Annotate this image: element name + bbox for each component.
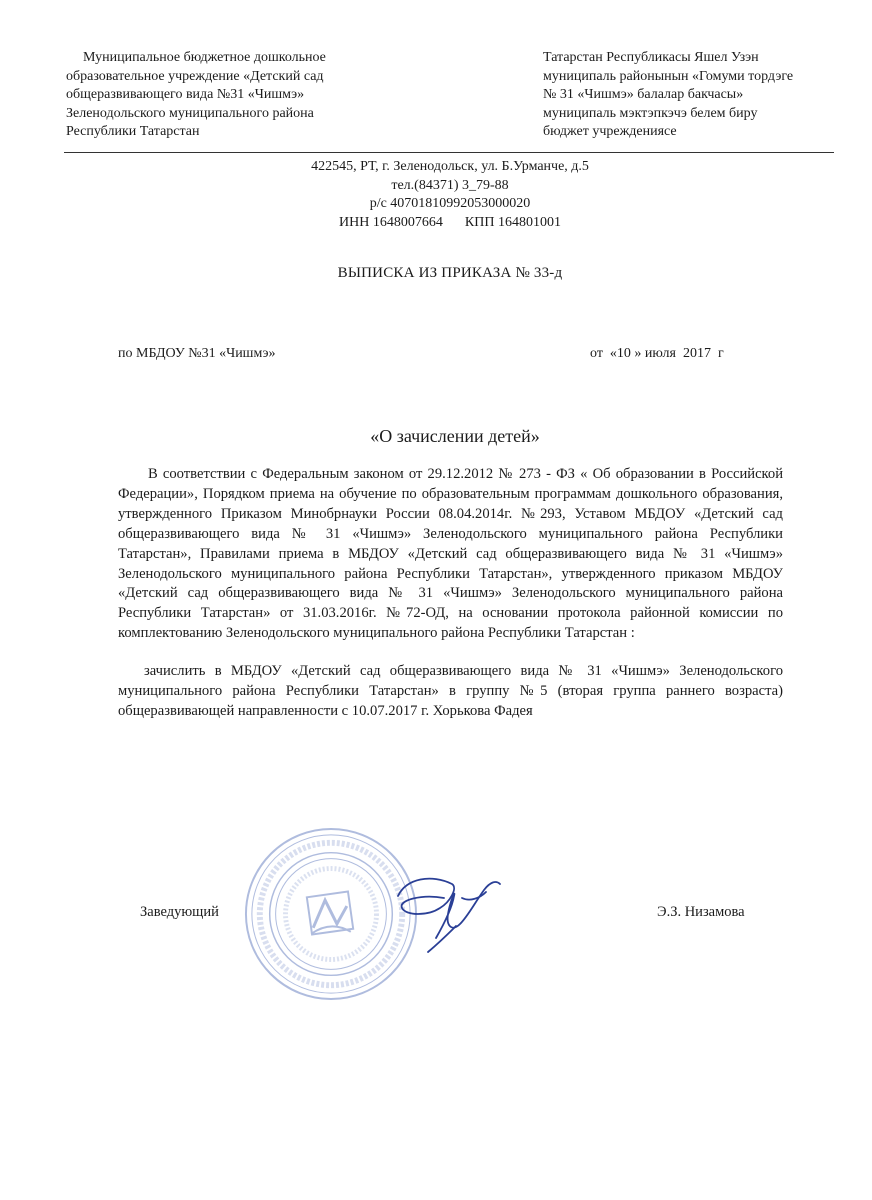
organization-line: по МБДОУ №31 «Чишмэ» [118, 346, 276, 361]
order-subject: «О зачислении детей» [370, 426, 540, 446]
decision-paragraph: зачислить в МБДОУ «Детский сад общеразвивающего вида № 31 «Чишмэ» Зеленодольского муниципального района Республики Татарстан» в группу №5 (вторая группа раннего возраста) общеразвивающей направленности с 10.07.2017 г. Хорькова Фадея [118, 663, 783, 719]
signatory-name: Э.З. Низамова [657, 904, 745, 920]
tax-ids [250, 214, 650, 233]
header-right-line: муниципаль мэктэпкэчэ белем биру [543, 105, 758, 121]
header-left-line: Зеленодольского муниципального района [66, 105, 314, 121]
header-right-line: № 31 «Чишмэ» балалар бакчасы» [543, 87, 744, 102]
header-right-block [543, 49, 843, 142]
handwritten-signature-icon [392, 868, 504, 956]
header-divider [64, 152, 834, 153]
header-left-line: Республики Татарстан [66, 124, 200, 139]
kpp: КПП 164801001 [464, 214, 561, 230]
header-right-line: бюджет учреждениясе [543, 124, 677, 139]
address: 422545, РТ, г. Зеленодольск, ул. Б.Урманче, д.5 [311, 159, 589, 174]
header-left-line: общеразвивающего вида №31 «Чишмэ» [66, 87, 305, 102]
contact-details [250, 158, 650, 232]
order-body [118, 465, 783, 722]
document-title: ВЫПИСКА ИЗ ПРИКАЗА № 33-д [337, 265, 563, 281]
phone: тел.(84371) 3_79-88 [391, 177, 509, 193]
header-left-block [66, 49, 386, 142]
header-right-line: Татарстан Республикасы Яшел Узэн [543, 50, 759, 65]
basis-paragraph: В соответствии с Федеральным законом от 29.12.2012 № 273 - ФЗ « Об образовании в Российской Федерации», Порядком приема на обучение по образовательным программам дошкольного образования, утвержденного Приказом Минобрнауки России 08.04.2014г. №293, Уставом МБДОУ «Детский сад общеразвивающего вида № 31 «Чишмэ» Зеленодольского муниципального района Республики Татарстан», Правилами приема в МБДОУ «Детский сад общеразвивающего вида № 31 «Чишмэ» Зеленодольского муниципального района Республики Татарстан», утвержденного приказом МБДОУ «Детский сад общеразвивающего вида № 31 «Чишмэ» Зеленодольского муниципального района Республики Татарстан» от 31.03.2016г. №72-ОД, на основании протокола районной комиссии по комплектованию Зеленодольского муниципального района Республики Татарстан : [118, 466, 783, 642]
header-right-line: муниципаль районынын «Гомуми тордэге [543, 68, 794, 84]
bank-account: р/с 40701810992053000020 [369, 196, 531, 211]
inn: ИНН 1648007664 [339, 214, 443, 230]
signatory-position: Заведующий [140, 904, 219, 920]
order-date: от «10 » июля 2017 г [590, 346, 724, 361]
header-left-line: образовательное учреждение «Детский сад [66, 68, 324, 84]
header-left-line: Муниципальное бюджетное дошкольное [83, 50, 326, 65]
